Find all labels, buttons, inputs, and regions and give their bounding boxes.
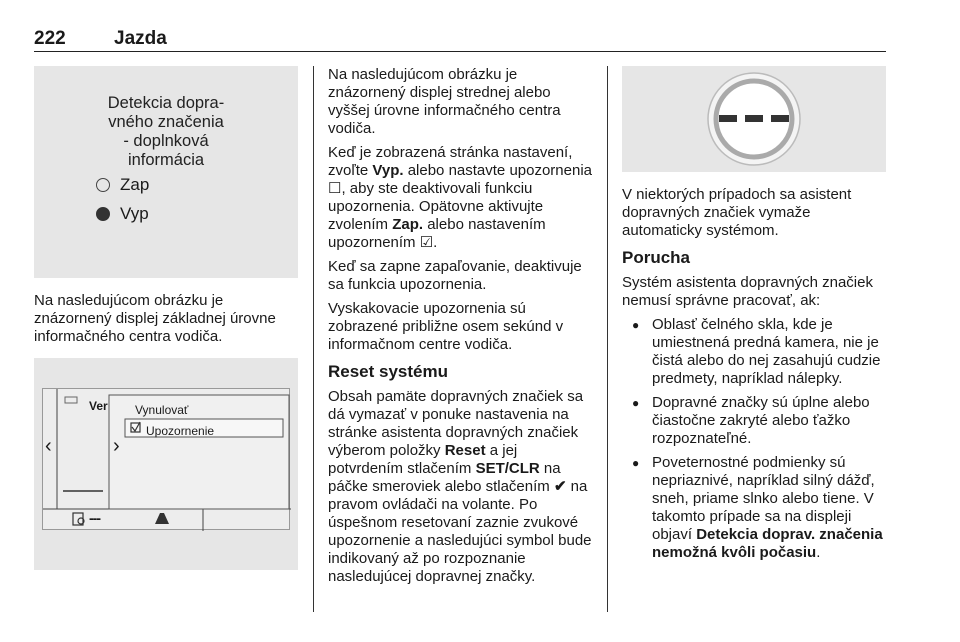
radio-option-zap[interactable]: Zap [96, 176, 149, 194]
end-restriction-sign-icon [622, 66, 886, 172]
figure-title: Detekcia dopra- vného značenia - doplnková informácia [107, 94, 225, 169]
road-icon [155, 513, 169, 524]
no-sign-dashes: --- [89, 510, 100, 526]
column-divider [313, 66, 314, 612]
display-screen [42, 388, 290, 530]
paragraph: Na nasledujúcom obrázku je znázornený displej základnej úrovne informačného centra vodiča. [34, 292, 276, 345]
list-item: ● Poveternostné podmienky sú nepriaznivé, napríklad silný dážď, sneh, priame slnko alebo tiene. V takomto prípade sa na displeji objaví Detekcia doprav. značenia nemožná kvôli počasiu. [622, 454, 886, 562]
fault-list [622, 316, 886, 562]
paragraph: Keď je zobrazená stránka nastavení, zvoľte Vyp. alebo nastavte upozornenia ☐, aby ste deaktivovali funkciu upozornenia. Opätovne aktivujte zvolením Zap. alebo nastavením upozornením ☑. [328, 144, 593, 251]
prev-arrow-icon[interactable]: ‹ [45, 435, 52, 457]
car-icon [65, 397, 77, 403]
paragraph: Systém asistenta dopravných značiek nemusí správne pracovať, ak: [622, 274, 873, 309]
radio-option-vyp[interactable]: Vyp [96, 205, 149, 223]
tab-label: Ver [89, 399, 108, 413]
list-item: ● Oblasť čelného skla, kde je umiestnená predná kamera, nie je čistá alebo do nej zasahujú cudzie predmety, napríklad nálepky. [622, 316, 886, 388]
menu-item-upozornenie[interactable]: Upozornenie [146, 424, 215, 438]
page-number: 222 [34, 28, 66, 49]
sign-camera-icon [73, 513, 84, 525]
column-1 [34, 66, 298, 570]
column-divider [607, 66, 608, 612]
page-header [34, 26, 886, 52]
radio-empty-icon [96, 178, 110, 192]
next-arrow-icon[interactable]: › [113, 435, 120, 457]
column-3 [622, 66, 886, 568]
list-item: ● Dopravné značky sú úplne alebo čiastočne zakryté alebo ťažko rozpoznateľné. [622, 394, 886, 448]
checkmark-icon: ✔ [553, 478, 567, 495]
settings-display-figure [34, 66, 298, 278]
paragraph: V niektorých prípadoch sa asistent dopravných značiek vymaže automaticky systémom. [622, 186, 852, 239]
paragraph: Obsah pamäte dopravných značiek sa dá vymazať v ponuke nastavenia na stránke asistenta dopravných značiek výberom položky Reset a jej potvrdením stlačením SET/CLR na páčke smeroviek alebo stlačením ✔ na pravom ovládači na volante. Po úspešnom resetovaní zaznie zvukové upozornenie a nasledujúci symbol bude indikovaný až po rozpoznanie nasledujúcej dopravnej značky. [328, 388, 592, 585]
radio-selected-icon [96, 207, 110, 221]
menu-item-vynulovat[interactable]: Vynulovať [135, 403, 189, 417]
paragraph: Vyskakovacie upozornenia sú zobrazené približne osem sekúnd v informačnom centre vodiča. [328, 300, 564, 353]
column-2 [328, 66, 592, 592]
paragraph: Na nasledujúcom obrázku je znázornený displej strednej alebo vyššej úrovne informačného centra vodiča. [328, 66, 561, 137]
heading-reset: Reset systému [328, 362, 449, 381]
paragraph: Keď sa zapne zapaľovanie, deaktivuje sa funkcia upozornenia. [328, 258, 582, 293]
section-title: Jazda [114, 28, 167, 49]
heading-fault: Porucha [622, 248, 691, 267]
basic-display-figure [34, 358, 298, 570]
no-sign-symbol-figure [622, 66, 886, 172]
